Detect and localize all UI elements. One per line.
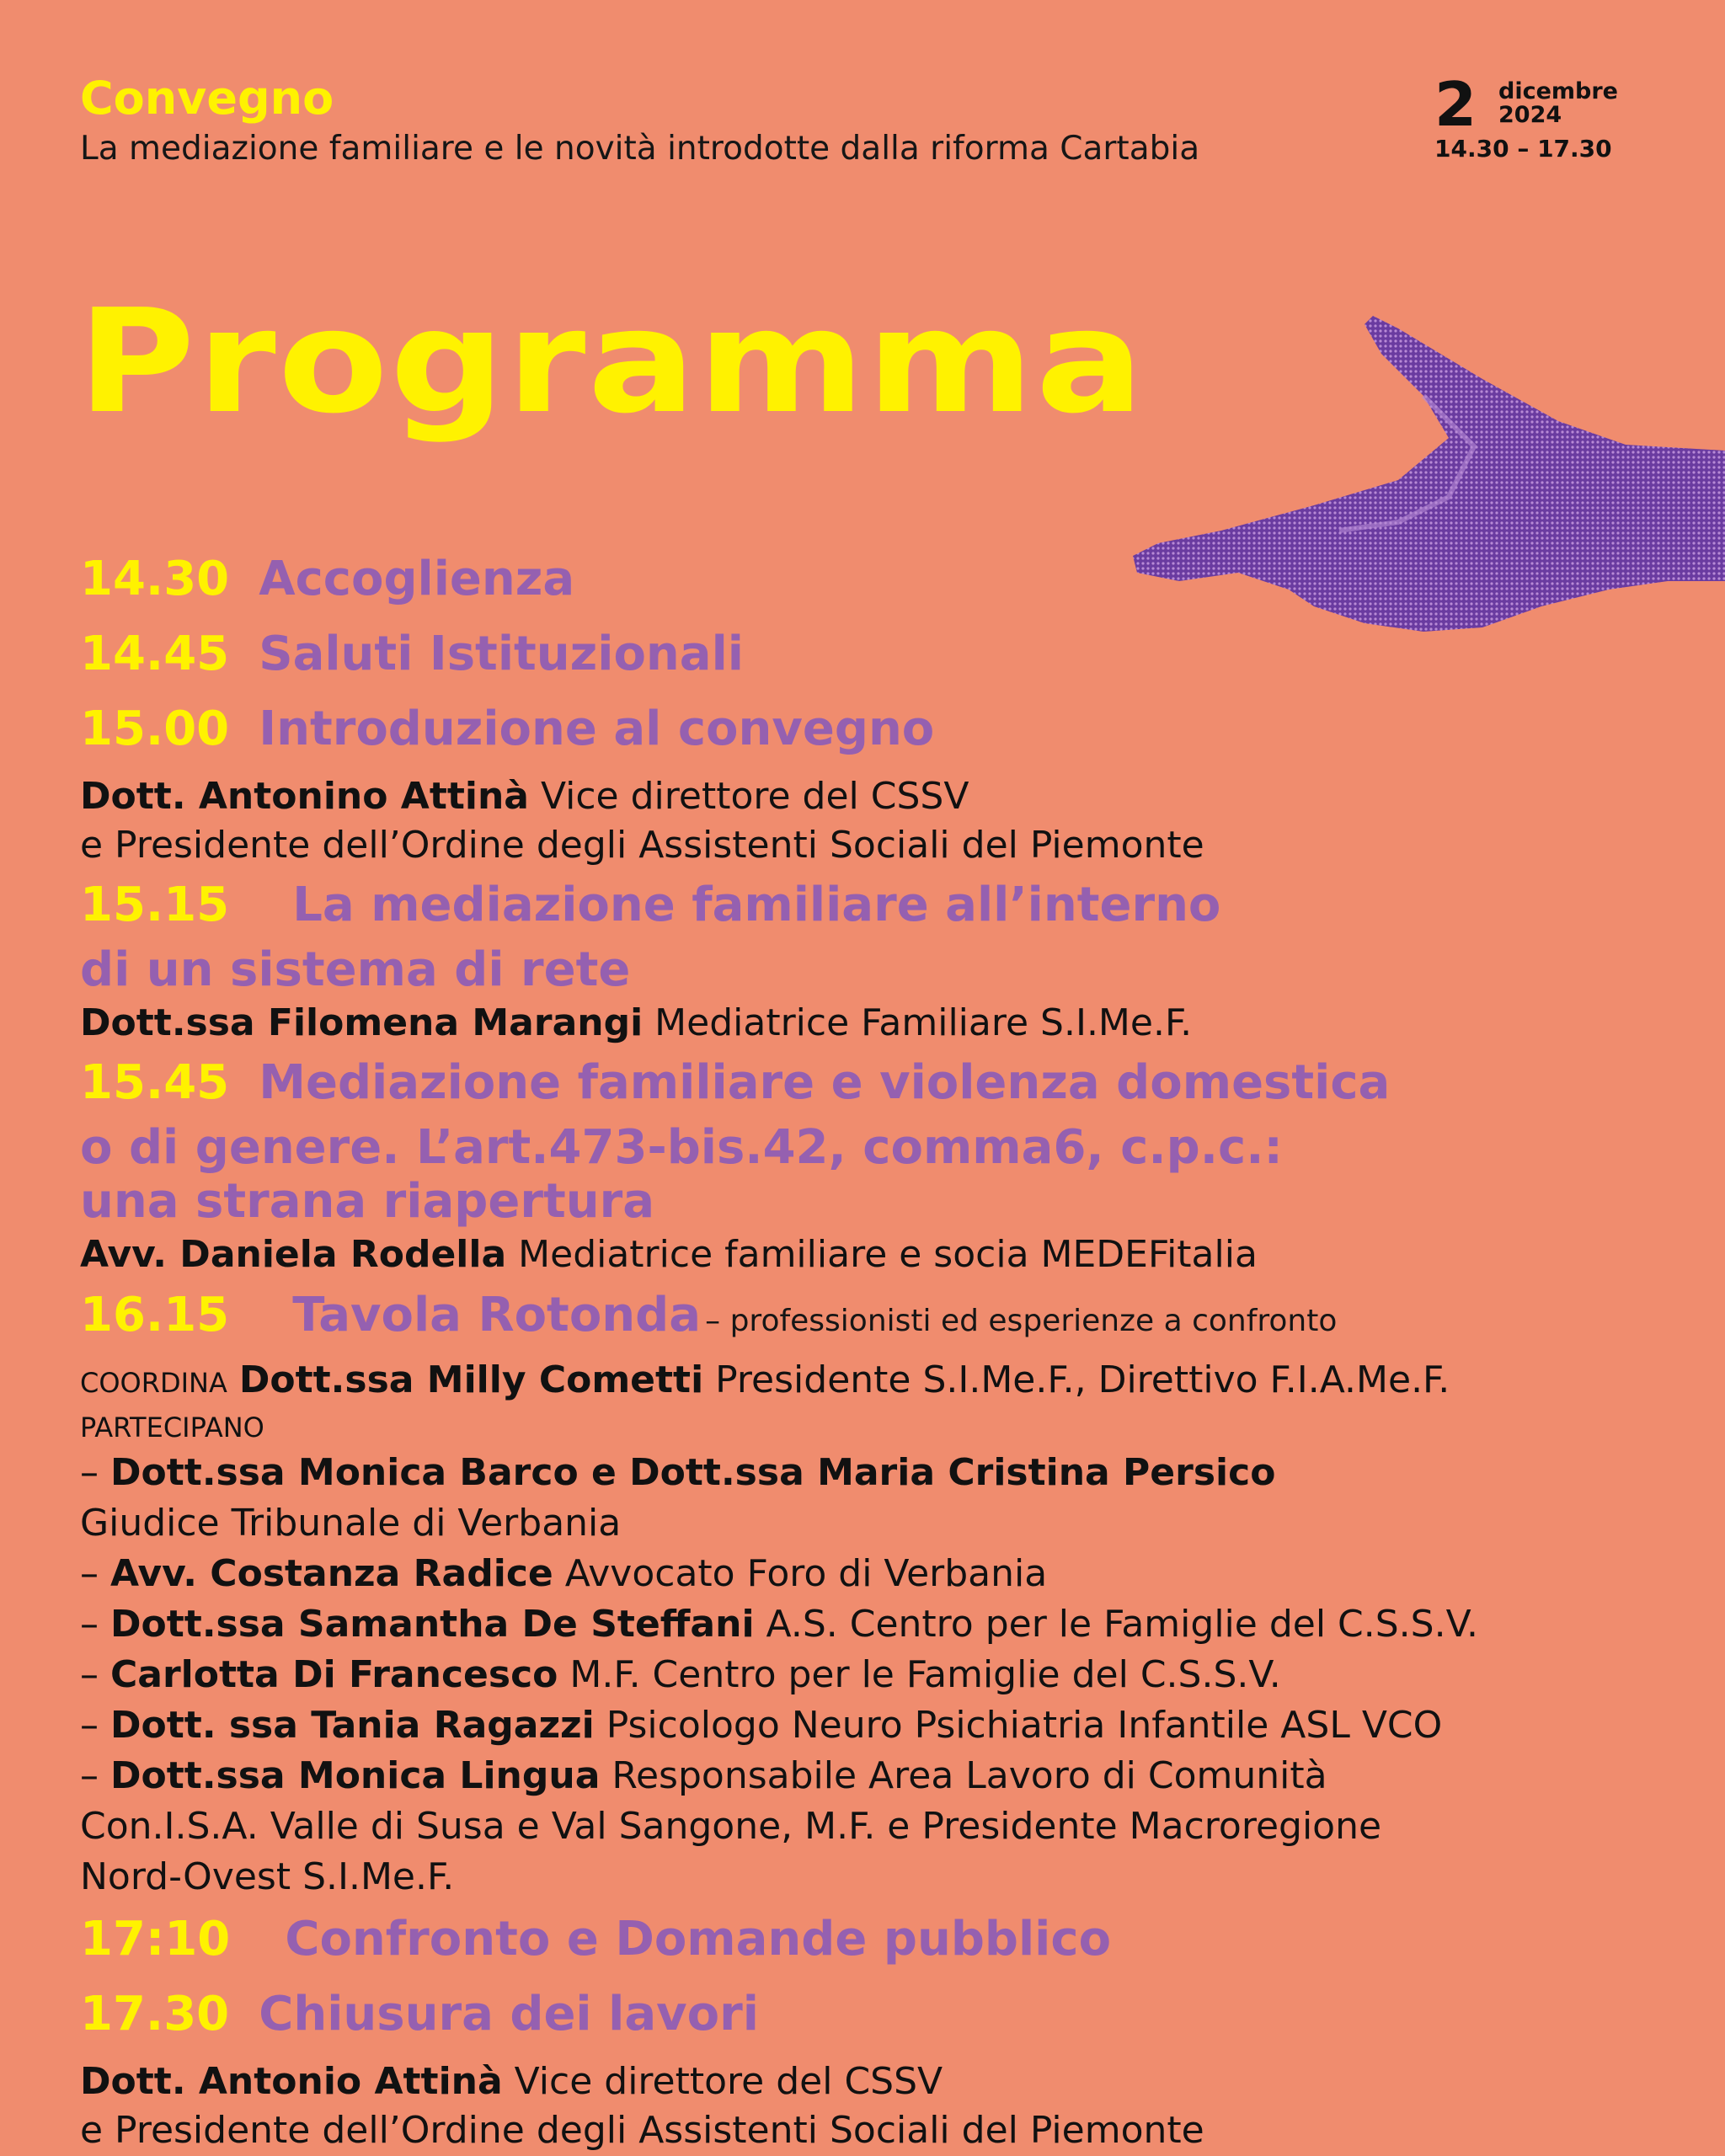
speaker-name: Dott. Antonino Attinà <box>80 775 529 818</box>
dash: – <box>80 1552 99 1595</box>
session-time: 15.00 <box>80 702 230 756</box>
session-title-cont: una strana riapertura <box>80 1174 655 1229</box>
coord-role: Presidente S.I.Me.F., Direttivo F.I.A.Me.F. <box>715 1358 1450 1401</box>
speaker-name: Dott. Antonio Attinà <box>80 2060 503 2103</box>
program <box>80 547 1664 2155</box>
event-label: Convegno <box>80 72 334 125</box>
coord-label: COORDINA <box>80 1367 227 1399</box>
participant-name: Carlotta Di Francesco <box>110 1653 558 1696</box>
speaker-name: Dott.ssa Filomena Marangi <box>80 1001 644 1044</box>
session-7 <box>80 1908 1664 1983</box>
event-title: La mediazione familiare e le novità introdotte dalla riforma Cartabia <box>80 130 1200 168</box>
speaker-role-cont: e Presidente dell’Ordine degli Assistenti Sociali del Piemonte <box>80 824 1204 867</box>
session-4 <box>80 878 1664 943</box>
session-speaker <box>80 2057 1664 2106</box>
coord-name: Dott.ssa Milly Cometti <box>238 1358 704 1401</box>
participant-item <box>80 1650 1664 1700</box>
session-time: 14.45 <box>80 627 230 681</box>
session-title: Introduzione al convegno <box>259 702 935 756</box>
participant-role-cont: Con.I.S.A. Valle di Susa e Val Sangone, M.F. e Presidente Macroregione <box>80 1805 1382 1848</box>
participant-role: Responsabile Area Lavoro di Comunità <box>611 1754 1327 1797</box>
session-title: Accoglienza <box>259 552 575 606</box>
participant-name: Avv. Costanza Radice <box>110 1552 553 1595</box>
session-time: 14.30 <box>80 552 230 606</box>
participant-role: Avvocato Foro di Verbania <box>564 1552 1048 1595</box>
session-title-cont: di un sistema di rete <box>80 942 631 997</box>
session-title: Chiusura dei lavori <box>259 1987 759 2041</box>
speaker-name: Avv. Daniela Rodella <box>80 1233 507 1276</box>
participant-role-cont: Nord-Ovest S.I.Me.F. <box>80 1855 455 1898</box>
session-subtitle: – professionisti ed esperienze a confronto <box>705 1304 1338 1338</box>
date-month: dicembre <box>1498 78 1618 104</box>
participant-name: Dott.ssa Samantha De Steffani <box>110 1603 755 1646</box>
session-8 <box>80 1983 1664 2057</box>
participant-role: Psicologo Neuro Psichiatria Infantile ASL VCO <box>606 1704 1443 1747</box>
participant-name: Dott.ssa Monica Barco e Dott.ssa Maria Cristina Persico <box>110 1451 1276 1494</box>
session-time: 15.45 <box>80 1055 230 1110</box>
dash: – <box>80 1603 99 1646</box>
date-year: 2024 <box>1498 102 1562 128</box>
participant-name: Dott. ssa Tania Ragazzi <box>110 1704 595 1747</box>
session-title: La mediazione familiare all’interno <box>292 878 1221 932</box>
session-5 <box>80 1056 1664 1121</box>
dash: – <box>80 1754 99 1797</box>
participant-item <box>80 1599 1664 1650</box>
speaker-role: Vice direttore del CSSV <box>540 775 969 818</box>
participant-item <box>80 1448 1664 1549</box>
session-speaker <box>80 772 1664 821</box>
session-title: Saluti Istituzionali <box>259 627 744 681</box>
date-time: 14.30 – 17.30 <box>1434 135 1612 163</box>
participant-item <box>80 1751 1664 1903</box>
session-title: Tavola Rotonda <box>292 1288 702 1342</box>
session-title-cont: o di genere. L’art.473-bis.42, comma6, c.p.c.: <box>80 1120 1283 1175</box>
session-time: 16.15 <box>80 1288 230 1342</box>
session-3 <box>80 697 1664 772</box>
participant-item <box>80 1700 1664 1751</box>
speaker-role: Mediatrice Familiare S.I.Me.F. <box>654 1001 1193 1044</box>
speaker-role: Vice direttore del CSSV <box>514 2060 943 2103</box>
dash: – <box>80 1451 99 1494</box>
session-title: Mediazione familiare e violenza domestica <box>259 1055 1391 1110</box>
participant-item <box>80 1549 1664 1599</box>
dash: – <box>80 1704 99 1747</box>
participant-role: M.F. Centro per le Famiglie del C.S.S.V. <box>569 1653 1281 1696</box>
session-speaker <box>80 1230 1664 1279</box>
session-title: Confronto e Domande pubblico <box>285 1912 1112 1967</box>
participant-role: A.S. Centro per le Famiglie del C.S.S.V. <box>766 1603 1478 1646</box>
page-title: Programma <box>77 279 1146 446</box>
session-1 <box>80 547 1664 622</box>
session-time: 17:10 <box>80 1912 231 1967</box>
participant-role: Giudice Tribunale di Verbania <box>80 1502 622 1545</box>
speaker-role: Mediatrice familiare e socia MEDEFitalia <box>518 1233 1258 1276</box>
event-header <box>80 72 1199 173</box>
session-6 <box>80 1286 1664 1356</box>
date-day: 2 <box>1434 69 1477 140</box>
speaker-role-cont: e Presidente dell’Ordine degli Assistenti Sociali del Piemonte <box>80 2109 1204 2152</box>
session-2 <box>80 622 1664 697</box>
participant-name: Dott.ssa Monica Lingua <box>110 1754 601 1797</box>
session-time: 17.30 <box>80 1987 230 2041</box>
session-time: 15.15 <box>80 878 230 932</box>
dash: – <box>80 1653 99 1696</box>
session-speaker <box>80 999 1664 1048</box>
coordinator <box>80 1356 1664 1407</box>
participants-label: PARTECIPANO <box>80 1412 264 1444</box>
participants-list <box>80 1448 1664 1903</box>
